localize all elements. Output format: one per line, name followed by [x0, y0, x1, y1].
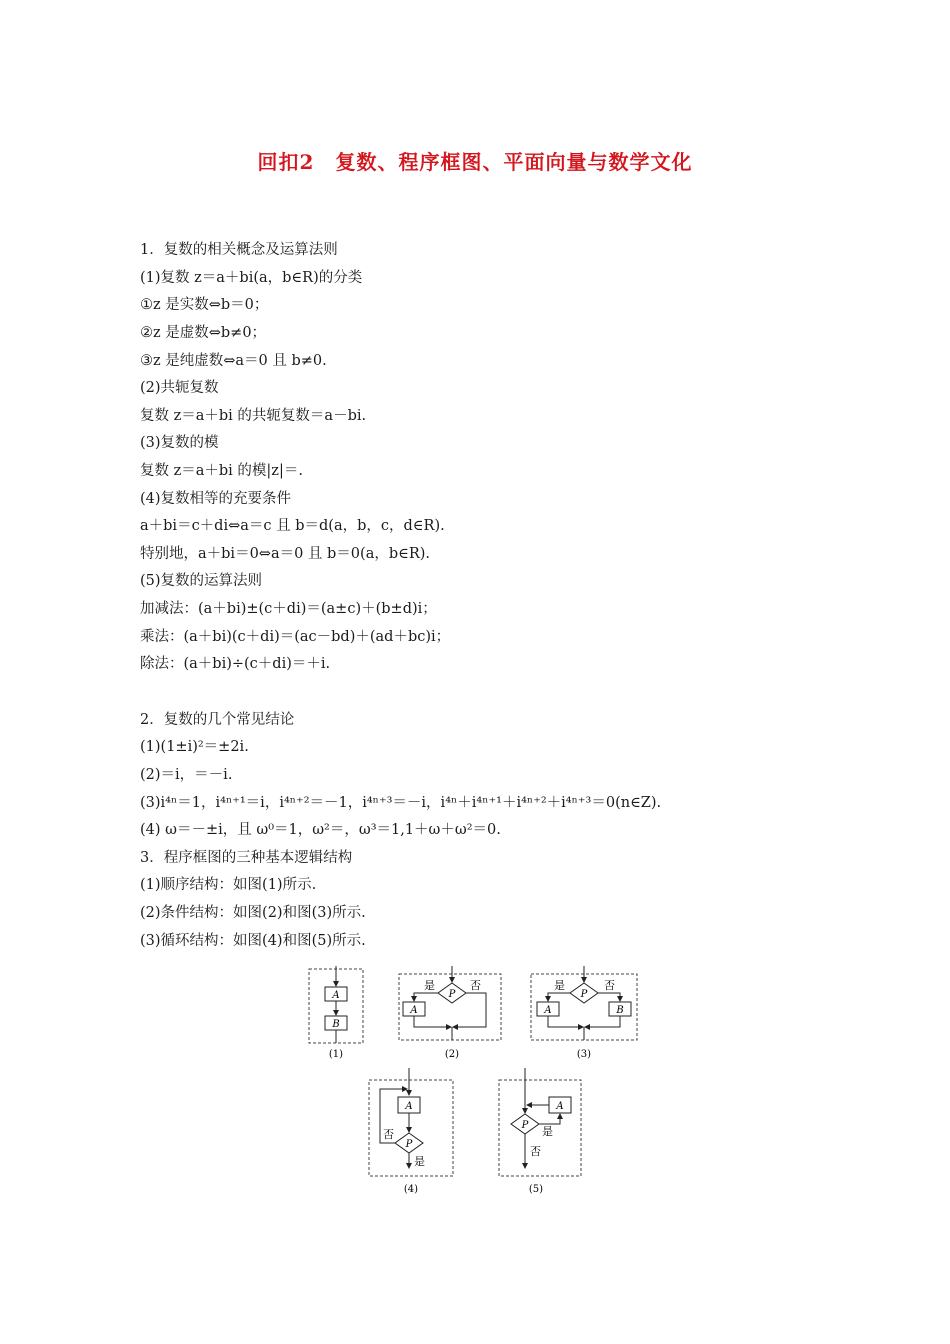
text-line: 1．复数的相关概念及运算法则	[140, 242, 338, 258]
box-a-label: A	[544, 1005, 552, 1016]
flowchart-loop-until	[366, 1068, 458, 1202]
text-line: (3)i⁴ⁿ＝1，i⁴ⁿ⁺¹＝i，i⁴ⁿ⁺²＝－1，i⁴ⁿ⁺³＝－i，i⁴ⁿ＋i⁴ⁿ⁺¹＋i⁴ⁿ⁺²＋i⁴ⁿ⁺³＝0(n∈Z).	[140, 795, 662, 811]
text-line: ①z 是实数⇔b＝0；	[140, 297, 269, 313]
figure-label-4: (4)	[403, 1184, 419, 1195]
text-line: (2)共轭复数	[140, 380, 219, 396]
text-line: (5)复数的运算法则	[140, 573, 263, 589]
text-line: (3)循环结构：如图(4)和图(5)所示.	[140, 933, 366, 949]
decision-p-label: P	[405, 1139, 413, 1150]
yes-label: 是	[542, 1125, 553, 1138]
box-b-label: B	[616, 1005, 624, 1016]
text-line: 乘法：(a＋bi)(c＋di)＝(ac－bd)＋(ad＋bc)i；	[140, 629, 451, 645]
page-title: 回扣2 复数、程序框图、平面向量与数学文化	[257, 150, 693, 174]
no-label: 否	[530, 1145, 541, 1158]
text-line: ②z 是虚数⇔b≠0；	[140, 325, 267, 341]
yes-label: 是	[554, 979, 565, 992]
yes-label: 是	[414, 1155, 425, 1168]
decision-p-label: P	[448, 989, 456, 1000]
box-a-label: A	[410, 1005, 418, 1016]
text-line: 复数 z＝a＋bi 的模|z|＝.	[140, 463, 303, 479]
text-line: 特别地，a＋bi＝0⇔a＝0 且 b＝0(a，b∈R).	[140, 546, 431, 562]
box-b-label: B	[332, 1019, 340, 1030]
text-line: 复数 z＝a＋bi 的共轭复数＝a－bi.	[140, 408, 367, 424]
flowchart-condition-two-branch	[528, 966, 640, 1070]
no-label: 否	[470, 979, 481, 992]
text-line: 2．复数的几个常见结论	[140, 712, 295, 728]
figure-label-2: (2)	[444, 1049, 460, 1060]
figure-label-1: (1)	[328, 1049, 344, 1060]
figure-label-3: (3)	[576, 1049, 592, 1060]
text-line: (3)复数的模	[140, 435, 219, 451]
decision-p-label: P	[521, 1120, 529, 1131]
flowchart-sequence	[306, 966, 366, 1070]
yes-label: 是	[424, 979, 435, 992]
text-line: (1)(1±i)²＝±2i.	[140, 739, 249, 755]
text-line: 加减法：(a＋bi)±(c＋di)＝(a±c)＋(b±d)i；	[140, 601, 437, 617]
text-line: (4) ω＝－±i，且 ω⁰＝1，ω²＝，ω³＝1,1＋ω＋ω²＝0.	[140, 822, 501, 838]
text-line: ③z 是纯虚数⇔a＝0 且 b≠0.	[140, 353, 327, 369]
text-line: (2)条件结构：如图(2)和图(3)所示.	[140, 905, 366, 921]
box-a-label: A	[556, 1101, 564, 1112]
figure-label-5: (5)	[528, 1184, 544, 1195]
text-line: 除法：(a＋bi)÷(c＋di)＝＋i.	[140, 656, 331, 672]
text-line: a＋bi＝c＋di⇔a＝c 且 b＝d(a，b，c，d∈R).	[140, 518, 445, 534]
flowchart-loop-while	[496, 1068, 586, 1202]
text-line: (4)复数相等的充要条件	[140, 491, 292, 507]
no-label: 否	[604, 979, 615, 992]
no-label: 否	[383, 1128, 394, 1141]
text-line: (1)复数 z＝a＋bi(a，b∈R)的分类	[140, 270, 363, 286]
box-a-label: A	[405, 1101, 413, 1112]
text-line: 3．程序框图的三种基本逻辑结构	[140, 850, 353, 866]
flowchart-condition-one-branch	[396, 966, 504, 1070]
decision-p-label: P	[580, 989, 588, 1000]
text-line: (2)＝i，＝－i.	[140, 767, 233, 783]
box-a-label: A	[332, 990, 340, 1001]
text-line: (1)顺序结构：如图(1)所示.	[140, 877, 317, 893]
